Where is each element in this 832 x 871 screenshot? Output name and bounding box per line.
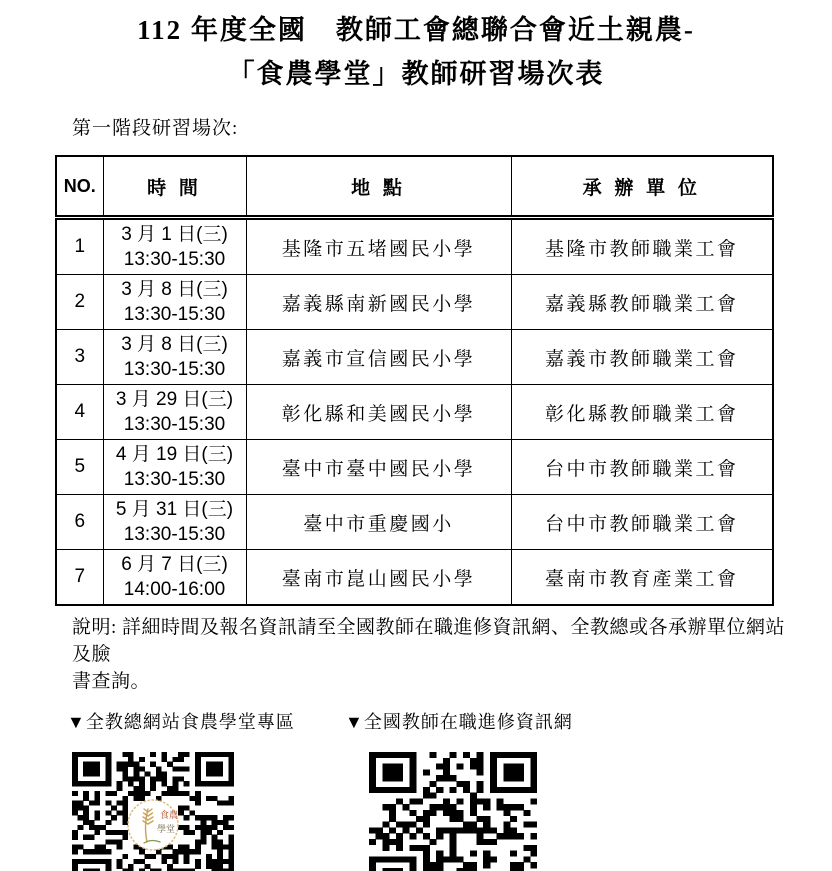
- cell-location: 嘉義市宣信國民小學: [246, 330, 511, 385]
- cell-datetime: [103, 495, 246, 550]
- note-text: [72, 614, 794, 695]
- cell-organizer: 嘉義縣教師職業工會: [511, 275, 773, 330]
- session-date: 4 月 19 日(三): [115, 444, 234, 465]
- table-row: [56, 440, 773, 495]
- qr-section-inservice: [345, 708, 573, 871]
- cell-no: 6: [56, 495, 103, 550]
- cell-datetime: [103, 330, 246, 385]
- section-label: 第一階段研習場次:: [72, 118, 239, 139]
- title-line-1: 112 年度全國 教師工會總聯合會近土親農-: [137, 15, 695, 45]
- qr-code-foodagri-portal: [72, 752, 234, 871]
- qr-code-inservice-site: [369, 752, 537, 871]
- table-row: [56, 385, 773, 440]
- cell-location: 彰化縣和美國民小學: [246, 385, 511, 440]
- cell-organizer: 台中市教師職業工會: [511, 440, 773, 495]
- table-row: [56, 330, 773, 385]
- qr-area: [0, 708, 832, 871]
- cell-datetime: [103, 275, 246, 330]
- session-date: 3 月 29 日(三): [115, 389, 234, 410]
- cell-location: 臺中市臺中國民小學: [246, 440, 511, 495]
- qr-label-foodagri: ▼全教總網站食農學堂專區: [67, 712, 295, 732]
- cell-no: 7: [56, 550, 103, 606]
- cell-organizer: 台中市教師職業工會: [511, 495, 773, 550]
- cell-datetime: [103, 550, 246, 606]
- table-row: [56, 495, 773, 550]
- session-time: 13:30-15:30: [123, 304, 226, 325]
- cell-no: 4: [56, 385, 103, 440]
- cell-no: 1: [56, 218, 103, 275]
- cell-no: 5: [56, 440, 103, 495]
- cell-location: 嘉義縣南新國民小學: [246, 275, 511, 330]
- cell-organizer: 嘉義市教師職業工會: [511, 330, 773, 385]
- cell-datetime: [103, 385, 246, 440]
- cell-location: 基隆市五堵國民小學: [246, 218, 511, 275]
- cell-no: 2: [56, 275, 103, 330]
- title-line-2: 「食農學堂」教師研習場次表: [227, 59, 605, 89]
- qr-section-foodagri: [67, 708, 295, 871]
- session-date: 3 月 8 日(三): [121, 279, 228, 300]
- logo-text-bottom: 學堂: [157, 824, 176, 835]
- foodagri-logo: [126, 798, 180, 852]
- document-title: [0, 0, 832, 96]
- session-date: 5 月 31 日(三): [115, 499, 234, 520]
- table-row: [56, 275, 773, 330]
- note-line-2: 書查詢。: [72, 671, 151, 692]
- cell-datetime: [103, 218, 246, 275]
- session-date: 3 月 8 日(三): [121, 334, 228, 355]
- schedule-table: [55, 155, 774, 606]
- cell-organizer: 臺南市教育產業工會: [511, 550, 773, 606]
- cell-datetime: [103, 440, 246, 495]
- note-line-1: 說明: 詳細時間及報名資訊請至全國教師在職進修資訊網、全教總或各承辦單位網站及臉: [72, 617, 786, 665]
- table-body: [56, 218, 773, 606]
- cell-location: 臺南市崑山國民小學: [246, 550, 511, 606]
- session-date: 6 月 7 日(三): [121, 554, 228, 575]
- session-date: 3 月 1 日(三): [121, 224, 228, 245]
- table-row: [56, 218, 773, 275]
- header-location: 地 點: [246, 156, 511, 218]
- cell-organizer: 基隆市教師職業工會: [511, 218, 773, 275]
- header-time: 時 間: [103, 156, 246, 218]
- session-time: 13:30-15:30: [123, 359, 226, 380]
- qr-pattern-inservice: [369, 752, 537, 871]
- session-time: 13:30-15:30: [123, 469, 226, 490]
- table-row: [56, 550, 773, 606]
- header-no: NO.: [56, 156, 103, 218]
- session-time: 13:30-15:30: [123, 524, 226, 545]
- session-time: 13:30-15:30: [123, 249, 226, 270]
- cell-location: 臺中市重慶國小: [246, 495, 511, 550]
- cell-no: 3: [56, 330, 103, 385]
- cell-organizer: 彰化縣教師職業工會: [511, 385, 773, 440]
- session-time: 13:30-15:30: [123, 414, 226, 435]
- session-time: 14:00-16:00: [123, 579, 226, 600]
- table-header-row: [56, 156, 773, 218]
- logo-text-top: 食農: [160, 810, 179, 821]
- qr-label-inservice: ▼全國教師在職進修資訊網: [345, 712, 573, 732]
- header-organizer: 承 辦 單 位: [511, 156, 773, 218]
